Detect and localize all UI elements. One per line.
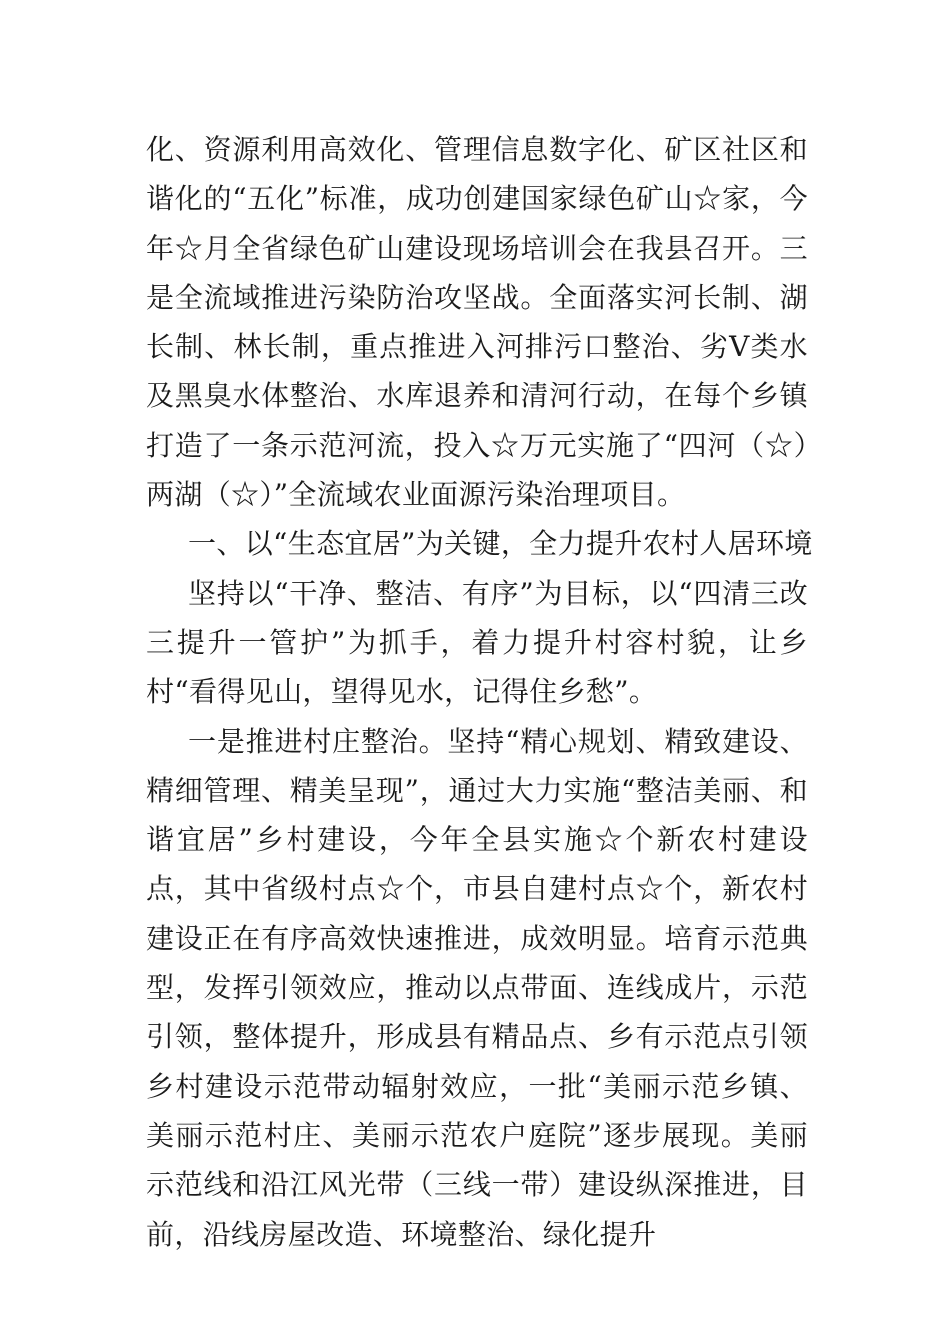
paragraph-intro: 坚持以“干净、整洁、有序”为目标，以“四清三改三提升一管护”为抓手，着力提升村容村貌，让乡村“看得见山，望得见水，记得住乡愁”。 <box>146 576 808 709</box>
paragraph-village-renovation: 一是推进村庄整治。坚持“精心规划、精致建设、精细管理、精美呈现”，通过大力实施“整洁美丽、和谐宜居”乡村建设，今年全县实施☆个新农村建设点，其中省级村点☆个，市县自建村点☆个，新农村建设正在有序高效快速推进，成效明显。培育示范典型，发挥引领效应，推动以点带面、连线成片，示范引领，整体提升，形成县有精品点、乡有示范点引领乡村建设示范带动辐射效应，一批“美丽示范乡镇、美丽示范村庄、美丽示范农户庭院”逐步展现。美丽示范线和沿江风光带（三线一带）建设纵深推进，目前，沿线房屋改造、环境整治、绿化提升 <box>146 724 808 1251</box>
document-body <box>146 125 813 1259</box>
section-heading: 一、以“生态宜居”为关键，全力提升农村人居环境 <box>188 527 813 561</box>
paragraph-continuation: 化、资源利用高效化、管理信息数字化、矿区社区和谐化的“五化”标准，成功创建国家绿色矿山☆家，今年☆月全省绿色矿山建设现场培训会在我县召开。三是全流域推进污染防治攻坚战。全面落实河长制、湖长制、林长制，重点推进入河排污口整治、劣Ⅴ类水及黑臭水体整治、水库退养和清河行动，在每个乡镇打造了一条示范河流，投入☆万元实施了“四河（☆）两湖（☆）”全流域农业面源污染治理项目。 <box>146 133 808 512</box>
